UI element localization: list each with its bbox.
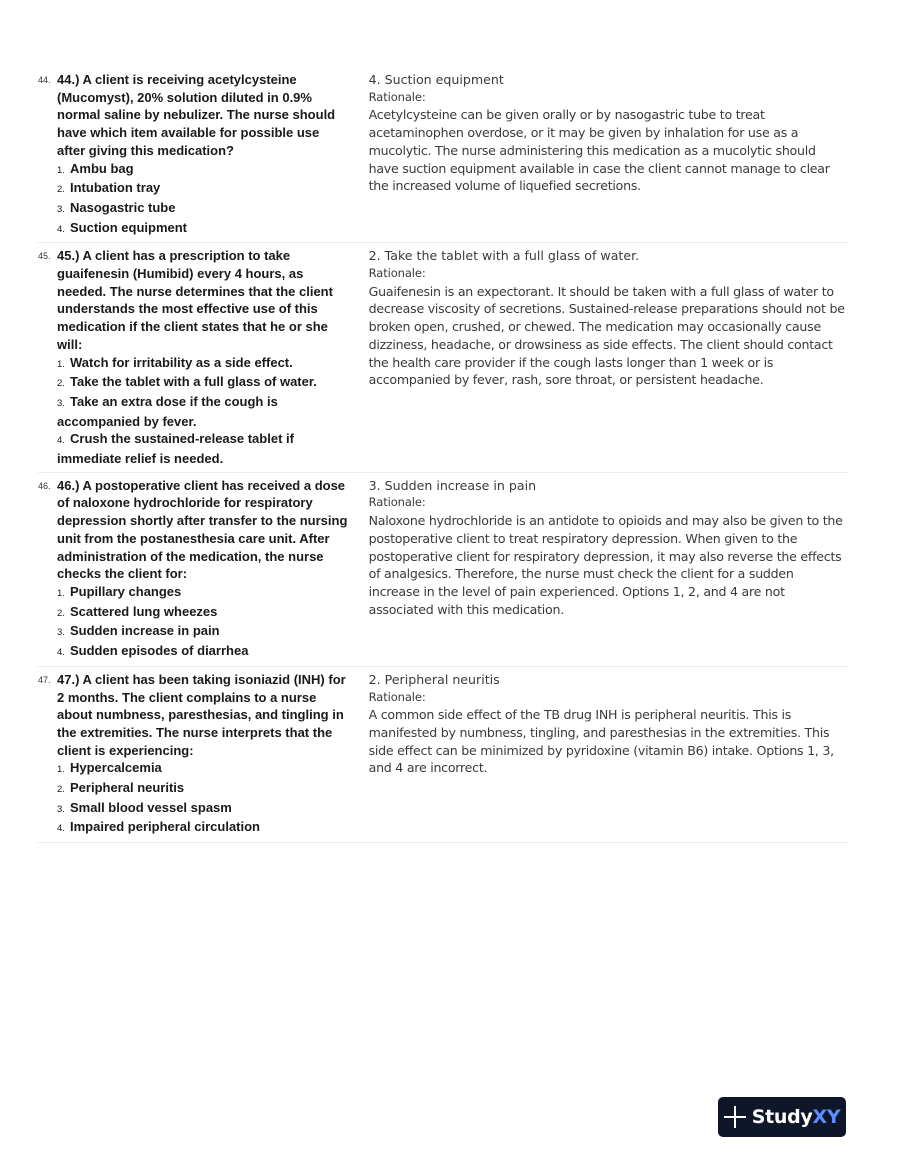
option-item	[57, 179, 349, 199]
option-item	[57, 642, 349, 662]
option-item	[57, 393, 349, 430]
option-text: Nasogastric tube	[70, 199, 176, 215]
option-number: 3.	[57, 397, 65, 409]
option-text: Sudden increase in pain	[70, 623, 220, 639]
option-item	[57, 354, 349, 374]
rationale-text: A common side effect of the TB drug INH is peripheral neuritis. This is manifested by numbness, tingling, and paresthesias in the extremities. This side effect can be minimized by pyridoxine (vitamin B6) intake. Options 1, 3, and 4 are incorrect.	[368, 707, 834, 776]
question-number: 47.	[38, 674, 51, 685]
option-number: 3.	[57, 203, 65, 215]
option-text: Sudden episodes of diarrhea	[70, 643, 249, 659]
option-text: Small blood vessel spasm	[70, 799, 232, 815]
option-text: Pupillary changes	[70, 583, 182, 599]
option-item	[57, 799, 349, 819]
question-number: 44.	[38, 75, 51, 85]
option-number: 2.	[57, 607, 65, 619]
option-text: Intubation tray	[70, 180, 161, 196]
plus-icon	[724, 1106, 746, 1128]
option-number: 1.	[57, 164, 65, 176]
rationale-label: Rationale:	[368, 495, 426, 510]
rationale-label: Rationale:	[368, 89, 426, 104]
question-stem: 45.) A client has a prescription to take guaifenesin (Humibid) every 4 hours, as needed. The nurse determines that the client understands the most effective use of this medication if the client states that he or she will:	[57, 248, 333, 352]
option-number: 1.	[57, 358, 65, 370]
logo-brand-main: Study	[751, 1106, 813, 1128]
question-number: 45.	[38, 251, 51, 262]
option-number: 4.	[57, 435, 65, 447]
question-row	[38, 667, 848, 843]
option-text: Watch for irritability as a side effect.	[70, 354, 293, 370]
option-item	[57, 583, 349, 603]
option-item	[57, 779, 349, 799]
option-item	[57, 759, 349, 779]
logo-brand-accent: XY	[812, 1106, 841, 1128]
answer-column	[359, 671, 848, 838]
option-item	[57, 199, 349, 219]
question-column	[38, 71, 359, 238]
question-number: 46.	[38, 480, 51, 491]
question-column	[38, 247, 359, 467]
option-text: Crush the sustained-release tablet if immediate relief is needed.	[57, 431, 294, 467]
answer-column	[359, 477, 848, 662]
option-item	[57, 430, 349, 467]
correct-answer: 2. Take the tablet with a full glass of water.	[368, 248, 640, 264]
option-number: 2.	[57, 378, 65, 390]
question-stem: 46.) A postoperative client has received a dose of naloxone hydrochloride for respiratory depression shortly after transfer to the nursing unit from the postanesthesia care unit. After administration of the medication, the nurse checks the client for:	[57, 477, 348, 582]
option-text: Suction equipment	[70, 219, 187, 235]
option-number: 3.	[57, 627, 65, 639]
rationale-label: Rationale:	[368, 689, 426, 704]
question-column	[38, 671, 359, 838]
correct-answer: 3. Sudden increase in pain	[368, 477, 537, 493]
answer-column	[359, 247, 848, 467]
option-number: 4.	[57, 647, 65, 659]
option-number: 4.	[57, 223, 65, 235]
rationale-text: Acetylcysteine can be given orally or by nasogastric tube to treat acetaminophen overdose, or it may be given by inhalation for use as a mucolytic. The nurse administering this medication as a mucolytic should have suction equipment available in case the client cannot manage to clear the increased volume of liquefied secretions.	[368, 107, 830, 194]
question-row	[38, 473, 848, 667]
option-text: Ambu bag	[70, 160, 134, 176]
question-column	[38, 477, 359, 662]
question-row	[38, 71, 848, 243]
rationale-label: Rationale:	[368, 266, 426, 281]
rationale-text: Naloxone hydrochloride is an antidote to opioids and may also be given to the postoperative client to treat respiratory depression. When given to the postoperative client for respiratory depression, it may also reverse the effects of analgesics. Therefore, the nurse must check the client for a sudden increase in the level of pain experienced. Options 1, 2, and 4 are not associated with this medication.	[368, 513, 843, 617]
rationale-text: Guaifenesin is an expectorant. It should be taken with a full glass of water to decrease viscosity of secretions. Sustained-release preparations should not be broken open, crushed, or chewed. The medication may occasionally cause dizziness, headache, or drowsiness as side effects. The client should contact the health care provider if the cough lasts longer than 1 week or is accompanied by fever, rash, sore throat, or persistent headache.	[368, 283, 845, 388]
option-text: Take the tablet with a full glass of water.	[70, 374, 317, 390]
option-text: Scattered lung wheezes	[70, 603, 218, 619]
question-row	[38, 243, 848, 472]
option-number: 1.	[57, 764, 65, 776]
studyxy-logo[interactable]	[718, 1097, 846, 1137]
option-text: Hypercalcemia	[70, 760, 162, 776]
correct-answer: 2. Peripheral neuritis	[368, 671, 500, 687]
option-number: 2.	[57, 184, 65, 196]
option-item	[57, 160, 349, 180]
answer-column	[359, 71, 848, 238]
option-text: Impaired peripheral circulation	[70, 819, 260, 835]
option-item	[57, 622, 349, 642]
option-number: 1.	[57, 587, 65, 599]
option-number: 4.	[57, 823, 65, 835]
option-item	[57, 373, 349, 393]
option-text: Peripheral neuritis	[70, 780, 185, 796]
option-item	[57, 818, 349, 838]
correct-answer: 4. Suction equipment	[368, 72, 504, 87]
question-stem: 44.) A client is receiving acetylcysteine (Mucomyst), 20% solution diluted in 0.9% normal saline by nebulizer. The nurse should have which item available for possible use after giving this medication?	[57, 72, 336, 158]
option-text: Take an extra dose if the cough is accompanied by fever.	[57, 393, 278, 429]
option-number: 3.	[57, 803, 65, 815]
option-item	[57, 219, 349, 239]
option-number: 2.	[57, 784, 65, 796]
question-stem: 47.) A client has been taking isoniazid (INH) for 2 months. The client complains to a nurse about numbness, paresthesias, and tingling in the extremities. The nurse interprets that the client is experiencing:	[57, 671, 346, 758]
question-table	[38, 71, 848, 843]
option-item	[57, 603, 349, 623]
logo-wordmark	[752, 1106, 841, 1128]
